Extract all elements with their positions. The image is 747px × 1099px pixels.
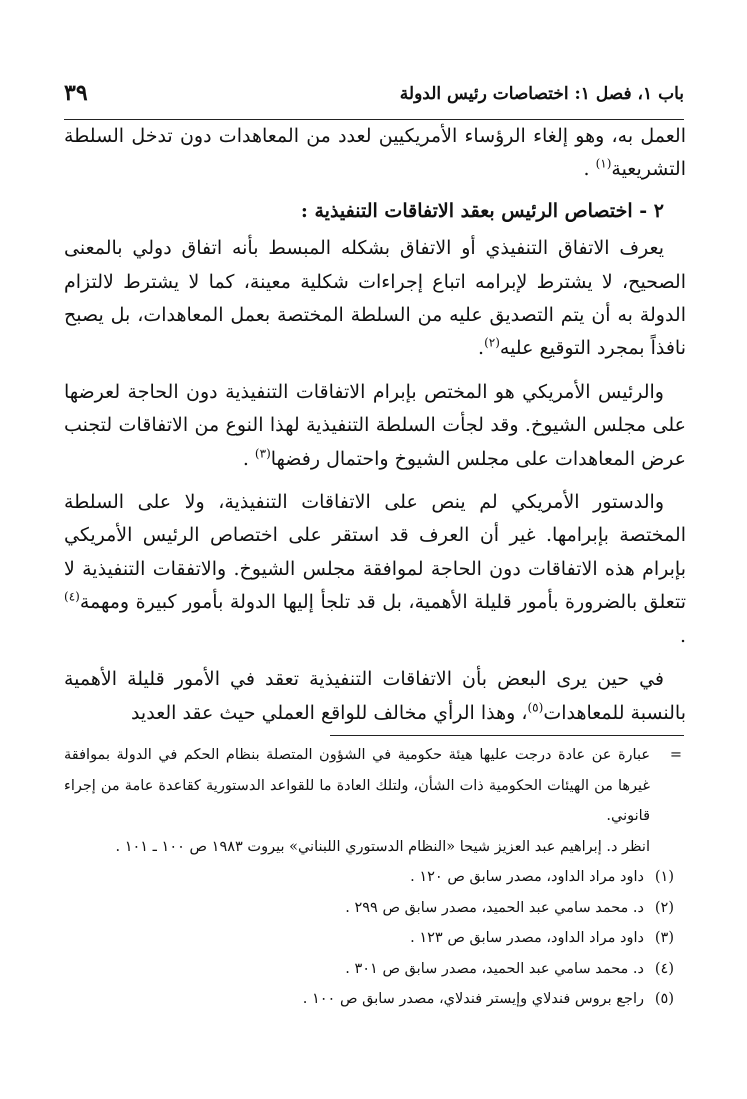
footnote-item <box>64 984 684 1015</box>
paragraph-definition: يعرف الاتفاق التنفيذي أو الاتفاق بشكله المبسط بأنه اتفاق دولي بالمعنى الصحيح، لا يشترط لإبرامه اتباع إجراءات شكلية معينة، كما لا يشترط لالتزام الدولة به أن يتم التصديق عليه من السلطة المختصة بعمل المعاهدات، بل يصبح نافذاً بمجرد التوقيع عليه$^{(٢)}$. <box>64 237 686 360</box>
footnote-text: د. محمد سامي عبد الحميد، مصدر سابق ص ٣٠١ . <box>345 960 644 977</box>
footnote-ref-5: (٥) <box>527 700 544 715</box>
footnote-reference: انظر د. إبراهيم عبد العزيز شيحا «النظام الدستوري اللبناني» بيروت ١٩٨٣ ص ١٠٠ ـ ١٠١ . <box>115 838 650 855</box>
footnote-number: (٤) <box>654 960 674 977</box>
footnote-text: د. محمد سامي عبد الحميد، مصدر سابق ص ٢٩٩ . <box>345 899 644 916</box>
footnote-item <box>64 862 684 893</box>
footnote-ref-1: (١) <box>595 157 612 172</box>
footnote-text: راجع بروس فندلاي وإيستر فندلاي، مصدر سابق ص ١٠٠ . <box>302 991 644 1007</box>
main-text <box>64 120 686 730</box>
footnote-item <box>64 954 684 985</box>
page-number: ٣٩ <box>64 80 88 106</box>
running-header-title: باب ١، فصل ١: اختصاصات رئيس الدولة <box>399 84 684 104</box>
footnote-number: (٢) <box>654 899 674 916</box>
footnote-ref-2: (٢) <box>484 336 500 351</box>
paragraph-president: والرئيس الأمريكي هو المختص بإبرام الاتفاقات التنفيذية دون الحاجة لعرضها على مجلس الشيوخ. وقد لجأت السلطة التنفيذية لهذا النوع من الاتفاقات لتجنب عرض المعاهدات على مجلس الشيوخ واحتمال رفضها$^{(٣)}$ . <box>64 380 686 470</box>
footnote-text: داود مراد الداود، مصدر سابق ص ١٢٠ . <box>410 869 644 885</box>
footnote-number: (١) <box>654 869 674 885</box>
section-heading: ٢ - اختصاص الرئيس بعقد الاتفاقات التنفيذية : <box>300 199 664 222</box>
footnote-text: داود مراد الداود، مصدر سابق ص ١٢٣ . <box>410 930 644 946</box>
footnote-item <box>64 923 684 954</box>
running-header <box>64 80 684 114</box>
footnote-item <box>64 893 684 924</box>
paragraph-constitution: والدستور الأمريكي لم ينص على الاتفاقات التنفيذية، ولا على السلطة المختصة بإبرامها. غير أن العرف قد استقر على اختصاص الرئيس الأمريكي بإبرام هذه الاتفاقات دون الحاجة لموافقة مجلس الشيوخ. والاتفقات التنفيذية لا تتعلق بالضرورة بأمور قليلة الأهمية، بل قد تلجأ إليها الدولة بأمور كبيرة ومهمة$^{(٤)}$ . <box>64 491 686 647</box>
footnote-number: (٥) <box>654 991 674 1007</box>
footnote-divider <box>330 735 684 736</box>
footnotes <box>64 740 684 1015</box>
continuation-marker: = <box>669 747 682 763</box>
footnote-ref-3: (٣) <box>254 446 271 461</box>
footnote-continuation: = عبارة عن عادة درجت عليها هيئة حكومية في الشؤون المتصلة بنظام الحكم في الدولة بموافقة غيرها من الهيئات الحكومية ذات الشأن، ولتلك العادة ما للقواعد الدستورية كقاعدة عامة من إجراء قانوني. <box>64 740 684 832</box>
footnote-number: (٣) <box>654 930 674 946</box>
paragraph-continuation: العمل به، وهو إلغاء الرؤساء الأمريكيين لعدد من المعاهدات دون تدخل السلطة التشريعية$^{(١)}$ . <box>64 125 686 181</box>
footnote-ref-4: (٤) <box>64 589 80 604</box>
paragraph-opinion: في حين يرى البعض بأن الاتفاقات التنفيذية تعقد في الأمور قليلة الأهمية بالنسبة للمعاهدات$^{(٥)}$، وهذا الرأي مخالف للواقع العملي حيث عقد العديد <box>64 668 686 724</box>
